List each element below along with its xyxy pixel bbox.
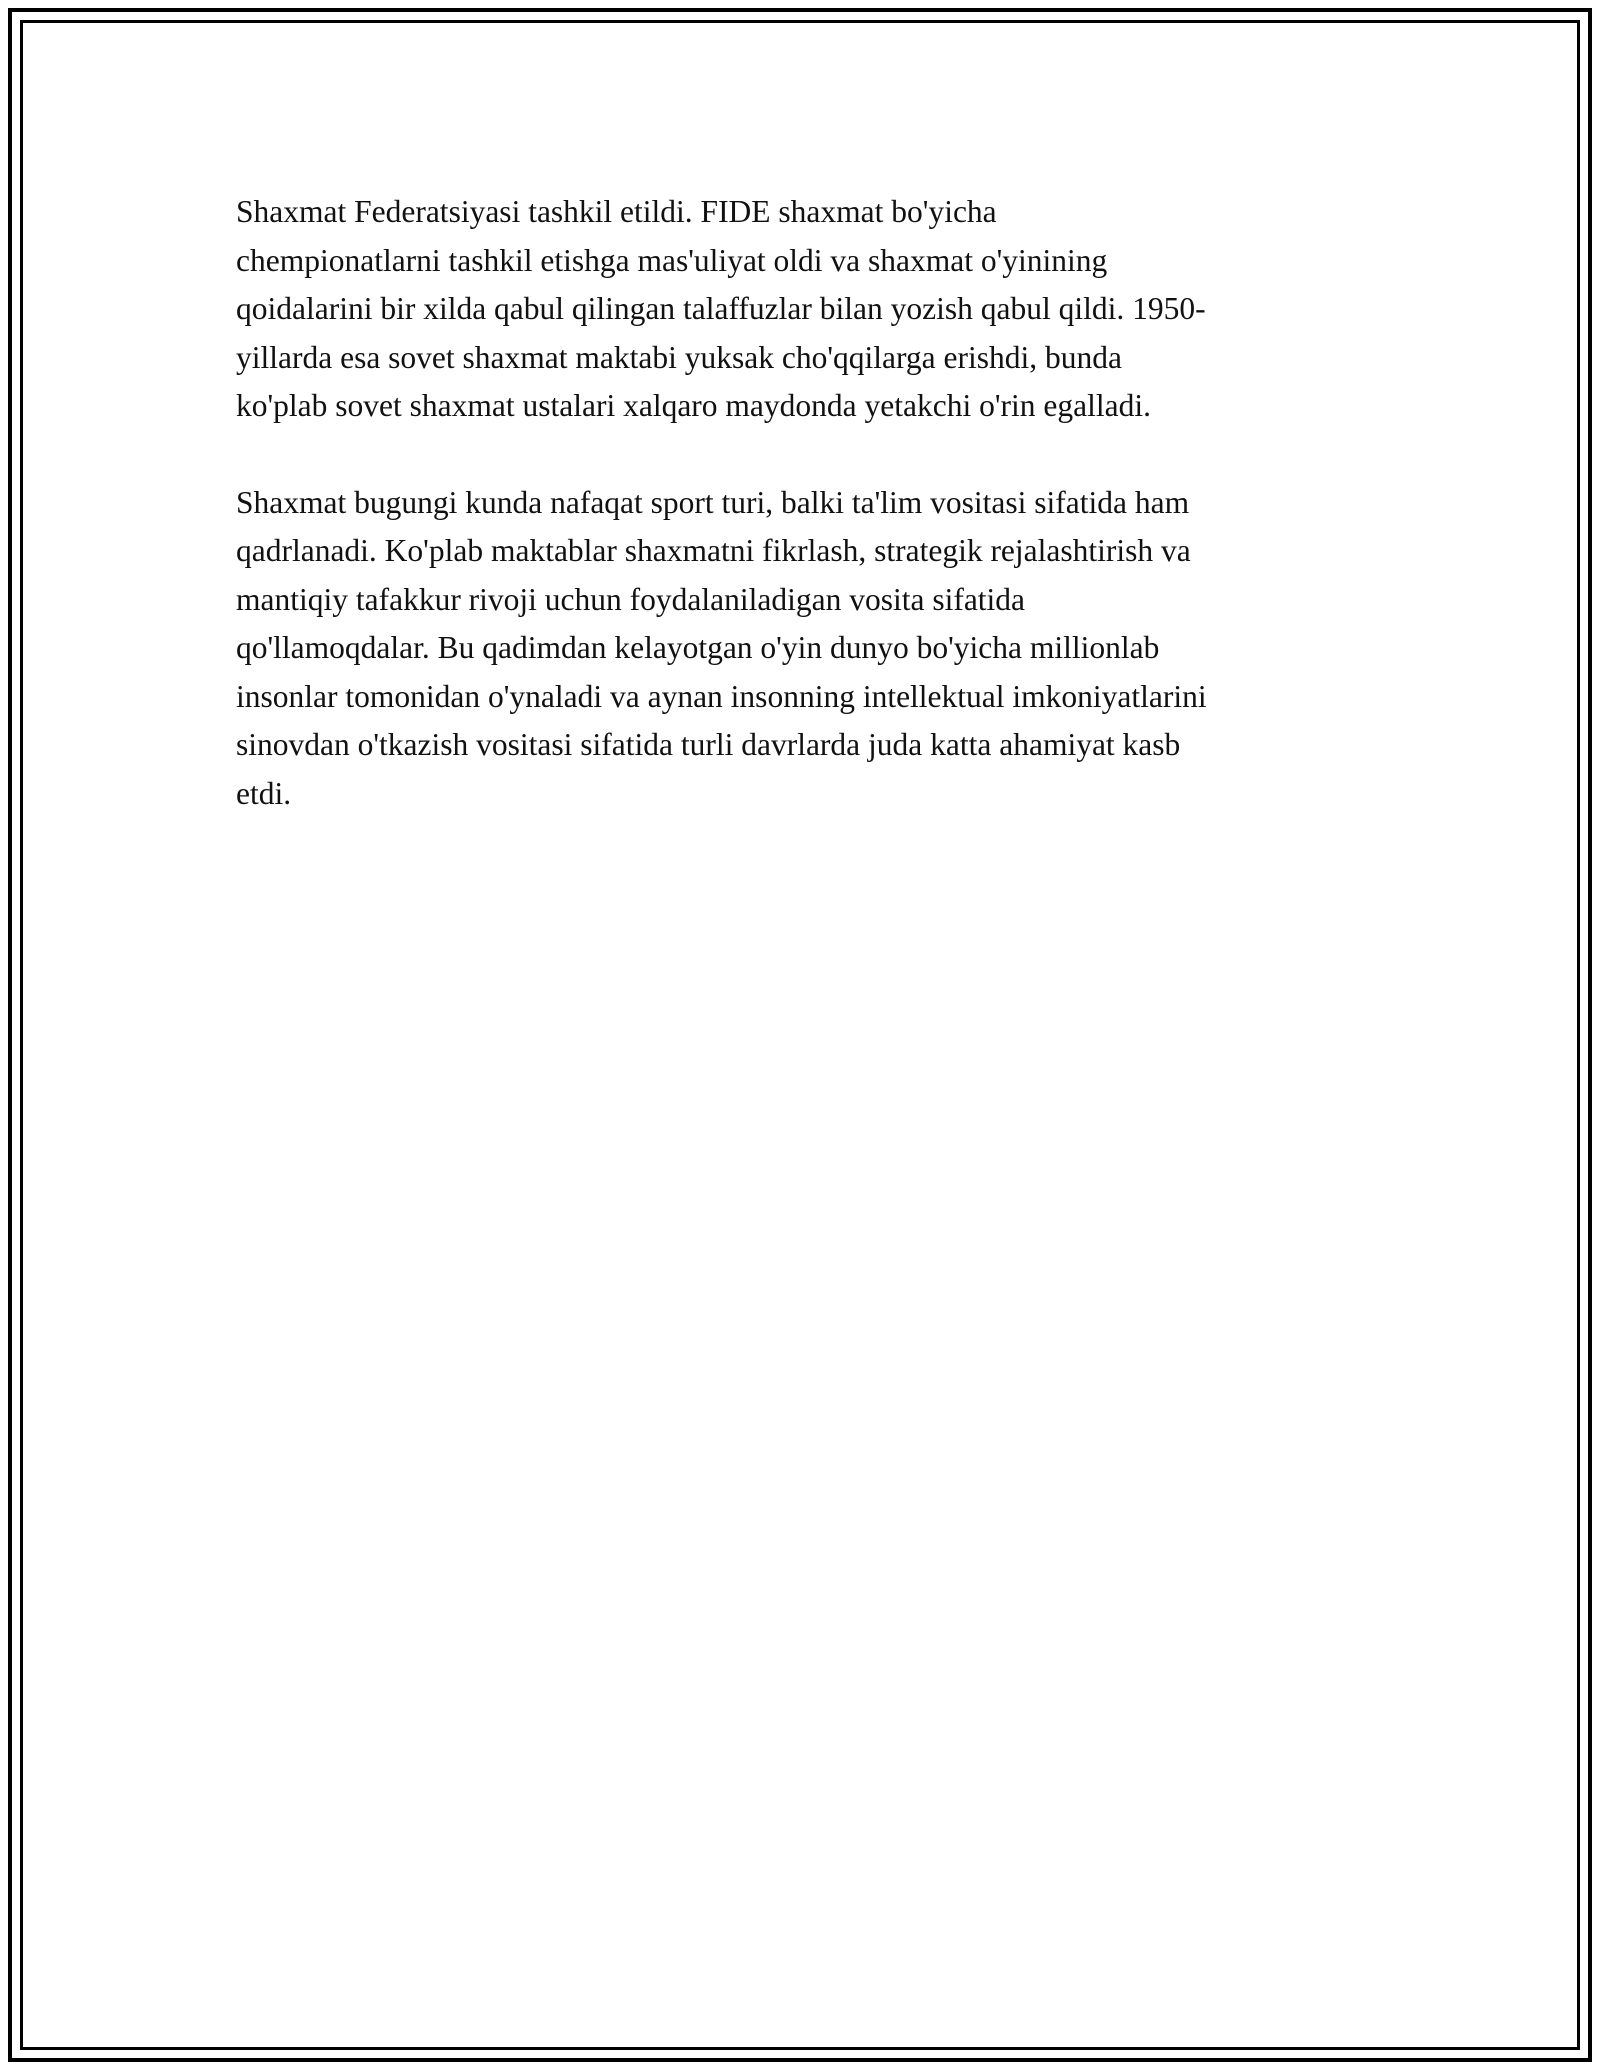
text-line: mantiqiy tafakkur rivoji uchun foydalaniladigan vosita sifatida: [236, 581, 1026, 617]
text-line: insonlar tomonidan o'ynaladi va aynan insonning intellektual imkoniyatlarini: [236, 678, 1207, 714]
text-line: etdi.: [236, 775, 292, 811]
text-line: yillarda esa sovet shaxmat maktabi yuksak cho'qqilarga erishdi, bunda: [236, 339, 1122, 375]
paragraph-2: [236, 479, 1376, 819]
text-line: qadrlanadi. Ko'plab maktablar shaxmatni fikrlash, strategik rejalashtirish va: [236, 533, 1191, 568]
paragraph-1: [236, 188, 1376, 431]
text-line: sinovdan o'tkazish vositasi sifatida turli davrlarda juda katta ahamiyat kasb: [236, 727, 1181, 762]
text-line: chempionatlarni tashkil etishga mas'uliyat oldi va shaxmat o'yinining: [236, 242, 1108, 278]
text-line: Shaxmat Federatsiyasi tashkil etildi. FIDE shaxmat bo'yicha: [236, 194, 997, 229]
text-line: qo'llamoqdalar. Bu qadimdan kelayotgan o'yin dunyo bo'yicha millionlab: [236, 630, 1160, 665]
document-body: [236, 188, 1376, 818]
text-line: Shaxmat bugungi kunda nafaqat sport turi, balki ta'lim vositasi sifatida ham: [236, 484, 1190, 520]
text-line: ko'plab sovet shaxmat ustalari xalqaro maydonda yetakchi o'rin egalladi.: [236, 388, 1151, 423]
text-line: qoidalarini bir xilda qabul qilingan talaffuzlar bilan yozish qabul qildi. 1950-: [236, 291, 1206, 326]
